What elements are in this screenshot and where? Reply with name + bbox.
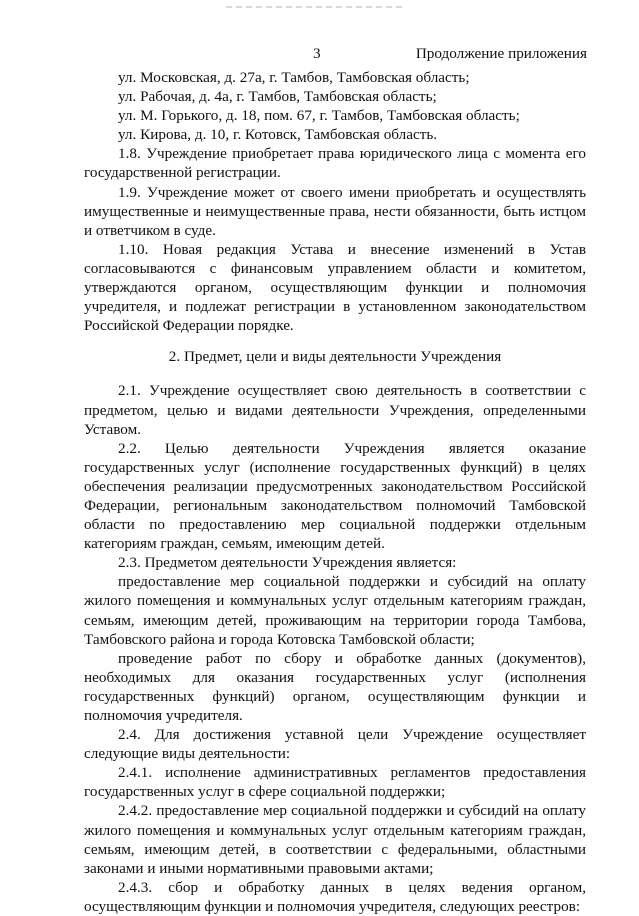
address-line: ул. Кирова, д. 10, г. Котовск, Тамбовская область. (118, 126, 438, 144)
continuation-label: Продолжение приложения (415, 45, 587, 62)
paragraph-2-4-2: 2.4.2. предоставление мер социальной поддержки и субсидий на оплату жилого помещения и коммунальных услуг отдельным категориям граждан, семьям, имеющим детей, в соответствии с федеральными, областными законами и иными нормативными правовыми актами; (84, 802, 586, 877)
paragraph-2-3: 2.3. Предметом деятельности Учреждения является: (118, 554, 457, 572)
section-2-heading: 2. Предмет, цели и виды деятельности Учреждения (168, 348, 502, 366)
address-line: ул. Рабочая, д. 4а, г. Тамбов, Тамбовская область; (118, 88, 437, 106)
paragraph-1-8: 1.8. Учреждение приобретает права юридического лица с момента его государственной регистрации. (84, 145, 586, 182)
page-header (0, 44, 639, 64)
paragraph-1-9: 1.9. Учреждение может от своего имени приобретать и осуществлять имущественные и неимущественные права, нести обязанности, быть истцом и ответчиком в суде. (84, 183, 586, 239)
address-line: ул. Московская, д. 27а, г. Тамбов, Тамбовская область; (118, 69, 470, 86)
paragraph-2-4: 2.4. Для достижения уставной цели Учреждение осуществляет следующие виды деятельности: (84, 726, 586, 763)
paragraph-2-1: 2.1. Учреждение осуществляет свою деятельность в соответствии с предметом, целью и видами деятельности Учреждения, определенными Уставом. (84, 382, 586, 438)
paragraph-2-3-item-b: проведение работ по сбору и обработке данных (документов), необходимых для оказания государственных услуг (исполнения государственных функций) органом, осуществляющим функции и полномочия учредителя. (84, 649, 586, 724)
paragraph-2-2: 2.2. Целью деятельности Учреждения является оказание государственных услуг (исполнение государственных функций) в целях обеспечения реализации предусмотренных законодательством Российской Федерации, региональным законодательством полномочий Тамбовской области по предоставлению мер социальной поддержки отдельным категориям граждан, семьям, имеющим детей. (84, 439, 586, 553)
paragraph-1-10: 1.10. Новая редакция Устава и внесение изменений в Устав согласовываются с финансовым управлением области и комитетом, утверждаются органом, осуществляющим функции и полномочия учредителя, и подлежат регистрации в установленном законодательством Российской Федерации порядке. (84, 240, 586, 335)
address-line: ул. М. Горького, д. 18, пом. 67, г. Тамбов, Тамбовская область; (118, 107, 520, 125)
paragraph-2-3-item-a: предоставление мер социальной поддержки и субсидий на оплату жилого помещения и коммунальных услуг отдельным категориям граждан, семьям, имеющим детей, проживающим на территории города Тамбова, Тамбовского района и города Котовска Тамбовской области; (84, 573, 586, 648)
page-number: 3 (313, 45, 321, 62)
scan-artifact (226, 6, 406, 8)
document-body (84, 68, 586, 916)
paragraph-2-4-3: 2.4.3. сбор и обработку данных в целях ведения органом, осуществляющим функции и полномочия учредителя, следующих реестров: (84, 878, 586, 915)
paragraph-2-4-1: 2.4.1. исполнение административных регламентов предоставления государственных услуг в сфере социальной поддержки; (84, 764, 586, 801)
